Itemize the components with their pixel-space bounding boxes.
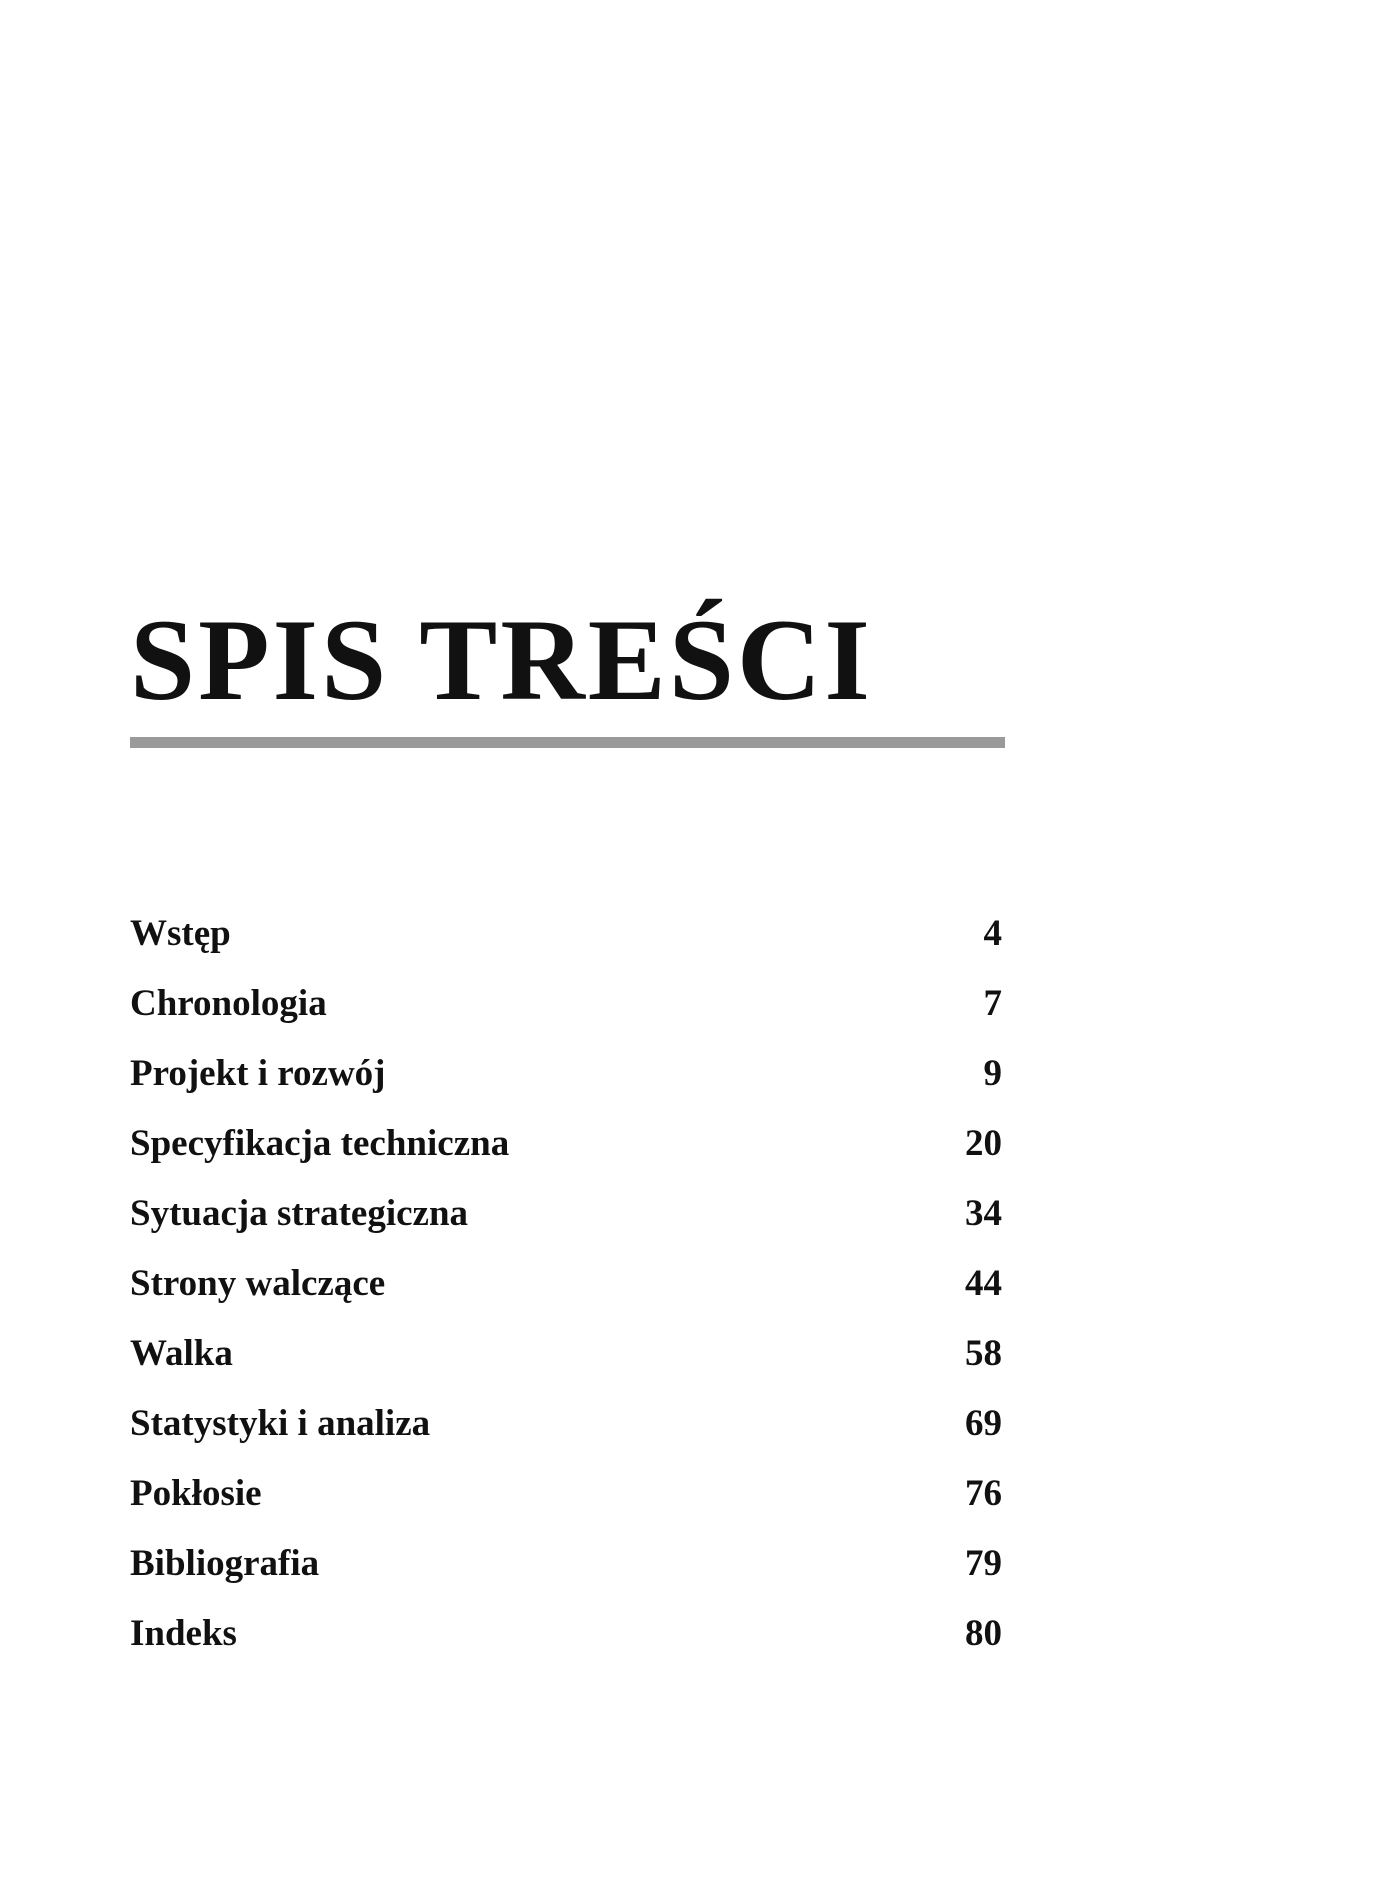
toc-entry — [130, 1599, 1002, 1669]
toc-entry-page: 9 — [983, 1053, 1002, 1094]
toc-entry — [130, 1109, 1002, 1179]
table-of-contents — [130, 899, 1002, 1669]
toc-entry — [130, 899, 1002, 969]
toc-entry — [130, 1529, 1002, 1599]
title-rule — [130, 737, 1005, 748]
toc-entry-page: 76 — [965, 1473, 1002, 1514]
toc-entry-page: 20 — [965, 1123, 1002, 1164]
toc-entry-page: 4 — [983, 913, 1002, 954]
toc-entry — [130, 969, 1002, 1039]
toc-entry-label: Projekt i rozwój — [130, 1053, 386, 1094]
toc-entry-page: 44 — [965, 1263, 1002, 1304]
toc-entry — [130, 1389, 1002, 1459]
toc-entry-label: Pokłosie — [130, 1473, 262, 1514]
toc-entry — [130, 1249, 1002, 1319]
toc-entry-page: 58 — [965, 1333, 1002, 1374]
toc-entry-label: Chronologia — [130, 983, 327, 1024]
toc-entry-label: Sytuacja strategiczna — [130, 1193, 469, 1234]
toc-entry-page: 80 — [965, 1613, 1002, 1654]
toc-entry-label: Walka — [130, 1333, 233, 1374]
toc-entry-page: 7 — [983, 983, 1002, 1024]
toc-entry-label: Strony walczące — [130, 1263, 386, 1304]
toc-entry-label: Wstęp — [130, 913, 231, 954]
toc-entry-page: 79 — [965, 1543, 1002, 1584]
toc-entry — [130, 1459, 1002, 1529]
page-title: SPIS TREŚCI — [130, 596, 873, 725]
toc-entry-page: 34 — [965, 1193, 1002, 1234]
toc-entry-label: Statystyki i analiza — [130, 1403, 431, 1444]
toc-entry-label: Bibliografia — [130, 1543, 320, 1584]
toc-entry-page: 69 — [965, 1403, 1002, 1444]
toc-entry — [130, 1179, 1002, 1249]
toc-entry — [130, 1319, 1002, 1389]
toc-entry-label: Specyfikacja techniczna — [130, 1123, 510, 1164]
toc-entry-label: Indeks — [130, 1613, 237, 1654]
toc-entry — [130, 1039, 1002, 1109]
